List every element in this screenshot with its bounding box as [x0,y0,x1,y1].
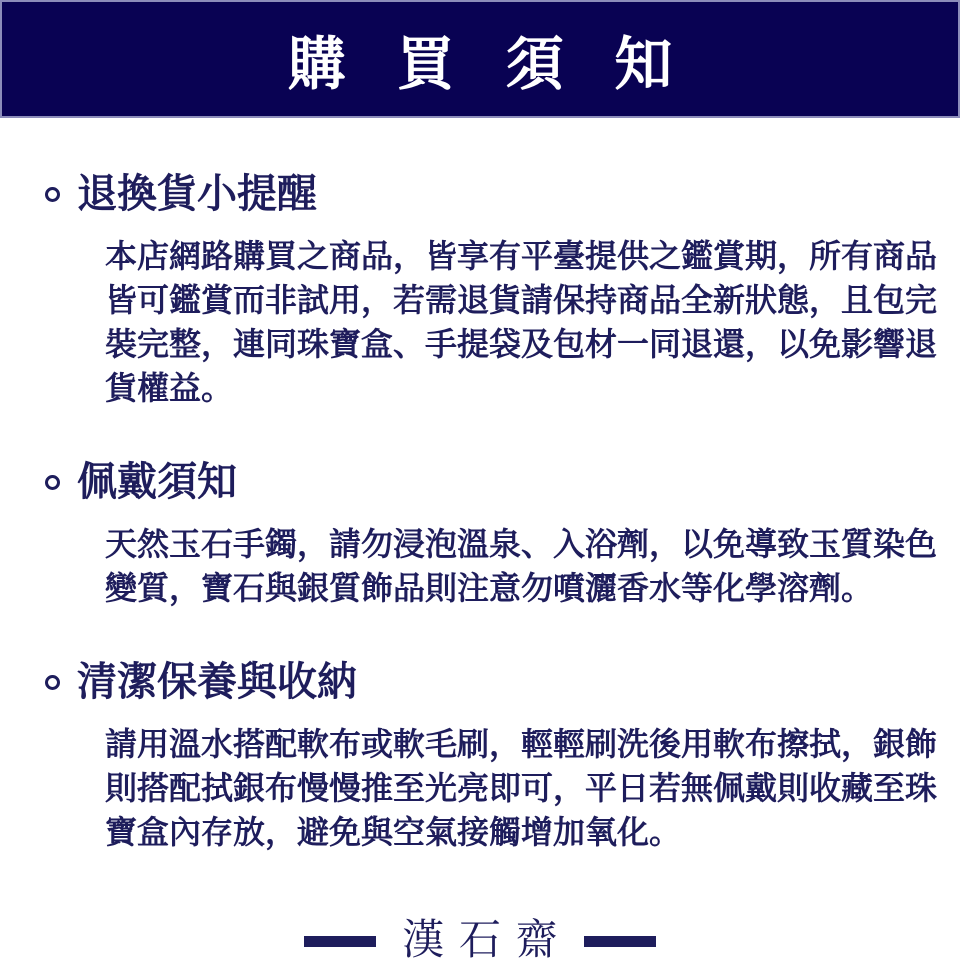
section-return-policy [45,172,937,410]
body-line: 寶盒內存放，避免與空氣接觸增加氧化。 [105,814,682,850]
section-title: 清潔保養與收納 [77,660,357,704]
section-heading-row [45,172,937,216]
section-title: 佩戴須知 [77,460,237,504]
circle-bullet-icon [45,187,60,202]
section-wearing-notes [45,460,937,610]
section-body [105,722,937,854]
section-heading-row [45,660,937,704]
brand-footer [0,920,960,960]
section-heading-row [45,460,937,504]
circle-bullet-icon [45,475,60,490]
section-title: 退換貨小提醒 [77,172,317,216]
body-line: 變質，寶石與銀質飾品則注意勿噴灑香水等化學溶劑。 [105,570,874,606]
body-line: 天然玉石手鐲，請勿浸泡溫泉、入浴劑，以免導致玉質染色 [105,526,938,562]
body-line: 則搭配拭銀布慢慢推至光亮即可，平日若無佩戴則收藏至珠 [105,770,938,806]
section-cleaning-storage [45,660,937,854]
body-line: 請用溫水搭配軟布或軟毛刷，輕輕刷洗後用軟布擦拭，銀飾 [105,726,938,762]
header-banner [0,0,960,118]
page-title: 購 買 須 知 [287,32,690,97]
section-body [105,234,937,410]
circle-bullet-icon [45,675,60,690]
body-line: 裝完整，連同珠寶盒、手提袋及包材一同退還，以免影響退 [105,326,938,362]
body-line: 皆可鑑賞而非試用，若需退貨請保持商品全新狀態，且包完 [105,282,938,318]
body-line: 貨權益。 [105,370,234,406]
right-dash-icon [584,936,656,947]
brand-logo-text: 漢石齋 [402,918,573,960]
section-body [105,522,937,610]
body-line: 本店網路購買之商品，皆享有平臺提供之鑑賞期，所有商品 [105,238,938,274]
content-area [0,172,960,854]
left-dash-icon [304,936,376,947]
